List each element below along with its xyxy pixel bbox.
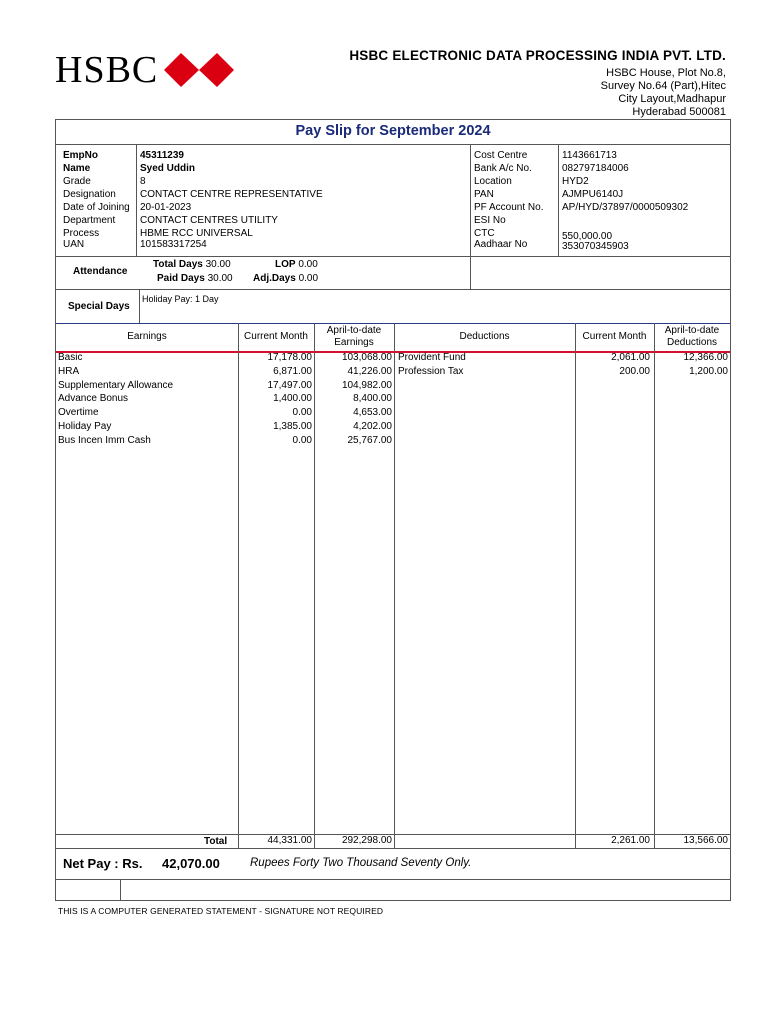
- divider: [139, 289, 140, 323]
- earning-current: 1,400.00: [273, 393, 312, 404]
- field-label: Location: [474, 176, 512, 187]
- lop: [275, 259, 318, 270]
- company-address-line: City Layout,Madhapur: [618, 93, 726, 105]
- field-value: AJMPU6140J: [562, 189, 624, 200]
- lop-value: 0.00: [298, 259, 318, 270]
- earning-current: 1,385.00: [273, 421, 312, 432]
- field-label: Department: [63, 215, 116, 226]
- field-value: AP/HYD/37897/0000509302: [562, 202, 689, 213]
- earning-ytd: 4,653.00: [353, 407, 392, 418]
- deduction-ytd: 12,366.00: [683, 352, 728, 363]
- col-current-month-ded: Current Month: [582, 331, 647, 342]
- field-label: Name: [63, 163, 91, 174]
- hsbc-hexagon-icon: [164, 53, 234, 87]
- net-pay-amount: 42,070.00: [162, 856, 220, 871]
- divider: [56, 879, 730, 880]
- earning-ytd: 104,982.00: [341, 380, 392, 391]
- paid-days-value: 30.00: [207, 273, 233, 284]
- divider: [394, 323, 395, 848]
- col-ytd-deductions: [654, 325, 730, 349]
- total-days-label: Total Days: [153, 259, 203, 270]
- earning-current: 0.00: [292, 435, 312, 446]
- earning-name: Supplementary Allowance: [58, 380, 174, 391]
- total-ded-current: 2,261.00: [611, 835, 650, 846]
- field-value: 1143661713: [562, 150, 617, 161]
- adj-days: [253, 273, 318, 284]
- adj-days-label: Adj.Days: [253, 273, 296, 284]
- earning-ytd: 25,767.00: [347, 435, 392, 446]
- hsbc-logo: [55, 50, 234, 90]
- field-value: HYD2: [562, 176, 589, 187]
- field-value: 20-01-2023: [140, 202, 192, 213]
- divider: [56, 144, 730, 145]
- total-earn-current: 44,331.00: [267, 835, 312, 846]
- company-address-line: Hyderabad 500081: [632, 106, 726, 118]
- paid-days: [157, 273, 233, 284]
- divider: [56, 848, 730, 849]
- company-block: [349, 48, 726, 119]
- special-days-label: Special Days: [68, 301, 130, 312]
- col-ytd-earnings-line1: April-to-date: [326, 325, 382, 336]
- earning-ytd: 103,068.00: [341, 352, 392, 363]
- field-value: 8: [140, 176, 146, 187]
- divider: [120, 879, 121, 901]
- adj-days-value: 0.00: [298, 273, 319, 284]
- field-value: 101583317254: [140, 239, 207, 250]
- company-address-line: HSBC House, Plot No.8,: [606, 67, 726, 79]
- earning-name: Bus Incen Imm Cash: [58, 435, 151, 446]
- col-earnings: Earnings: [127, 331, 167, 342]
- earning-name: Holiday Pay: [58, 421, 112, 432]
- field-value: 082797184006: [562, 163, 629, 174]
- col-current-month: Current Month: [244, 331, 308, 342]
- deduction-name: Profession Tax: [398, 366, 464, 377]
- field-label: Designation: [63, 189, 116, 200]
- col-ytd-earnings: [314, 325, 394, 349]
- lop-label: LOP: [275, 259, 296, 270]
- total-days: [153, 259, 231, 270]
- field-label: ESI No: [474, 215, 506, 226]
- logo-wordmark: HSBC: [55, 49, 159, 91]
- earning-name: Advance Bonus: [58, 393, 129, 404]
- net-pay-label: Net Pay : Rs.: [63, 856, 143, 871]
- payslip-title: Pay Slip for September 2024: [295, 123, 491, 139]
- company-name: HSBC ELECTRONIC DATA PROCESSING INDIA PVT. LTD.: [349, 48, 726, 63]
- divider: [136, 144, 137, 256]
- payslip-frame: [55, 119, 731, 901]
- earning-current: 17,178.00: [267, 352, 312, 363]
- divider: [470, 144, 471, 256]
- col-deductions: Deductions: [459, 331, 510, 342]
- company-address-line: Survey No.64 (Part),Hitec: [600, 80, 726, 92]
- field-label: PAN: [474, 189, 494, 200]
- earning-name: Overtime: [58, 407, 99, 418]
- earning-ytd: 4,202.00: [353, 421, 392, 432]
- attendance-label: Attendance: [73, 266, 128, 277]
- field-label: Grade: [63, 176, 91, 187]
- earning-name: HRA: [58, 366, 80, 377]
- deduction-current: 200.00: [619, 366, 650, 377]
- divider: [558, 144, 559, 256]
- earning-current: 0.00: [292, 407, 312, 418]
- net-pay-words: Rupees Forty Two Thousand Seventy Only.: [250, 857, 472, 869]
- field-value: Syed Uddin: [140, 163, 196, 174]
- field-label: Aadhaar No: [474, 239, 528, 250]
- field-label: Bank A/c No.: [474, 163, 532, 174]
- deduction-current: 2,061.00: [611, 352, 650, 363]
- field-value: HBME RCC UNIVERSAL: [140, 228, 253, 239]
- divider: [470, 256, 471, 289]
- col-ytd-deductions-line2: Deductions: [666, 337, 718, 348]
- field-value: 45311239: [140, 150, 184, 161]
- field-value: 353070345903: [562, 241, 629, 252]
- deduction-ytd: 1,200.00: [689, 366, 728, 377]
- field-label: CTC: [474, 228, 495, 239]
- divider: [56, 289, 730, 290]
- divider: [56, 256, 730, 257]
- divider: [56, 323, 730, 324]
- divider: [575, 323, 576, 848]
- field-label: EmpNo: [63, 150, 98, 161]
- deduction-name: Provident Fund: [398, 352, 466, 363]
- field-value: CONTACT CENTRES UTILITY: [140, 215, 278, 226]
- earning-ytd: 41,226.00: [347, 366, 392, 377]
- divider: [654, 323, 655, 848]
- total-ded-ytd: 13,566.00: [683, 835, 728, 846]
- earning-current: 17,497.00: [267, 380, 312, 391]
- col-ytd-deductions-line1: April-to-date: [664, 325, 720, 336]
- footer-note: THIS IS A COMPUTER GENERATED STATEMENT - SIGNATURE NOT REQUIRED: [58, 906, 384, 916]
- total-days-value: 30.00: [205, 259, 231, 270]
- total-earn-ytd: 292,298.00: [341, 835, 392, 846]
- special-days-value: Holiday Pay: 1 Day: [142, 294, 219, 304]
- paid-days-label: Paid Days: [157, 273, 205, 284]
- col-ytd-earnings-line2: Earnings: [334, 337, 374, 348]
- field-label: Cost Centre: [474, 150, 528, 161]
- earning-name: Basic: [58, 352, 83, 363]
- field-value: CONTACT CENTRE REPRESENTATIVE: [140, 189, 323, 200]
- earning-ytd: 8,400.00: [353, 393, 392, 404]
- field-label: PF Account No.: [474, 202, 544, 213]
- field-value: 550,000.00: [562, 231, 613, 242]
- field-label: Date of Joining: [63, 202, 130, 213]
- earning-current: 6,871.00: [273, 366, 312, 377]
- total-label: Total: [204, 836, 228, 847]
- field-label: UAN: [63, 239, 85, 250]
- field-label: Process: [63, 228, 100, 239]
